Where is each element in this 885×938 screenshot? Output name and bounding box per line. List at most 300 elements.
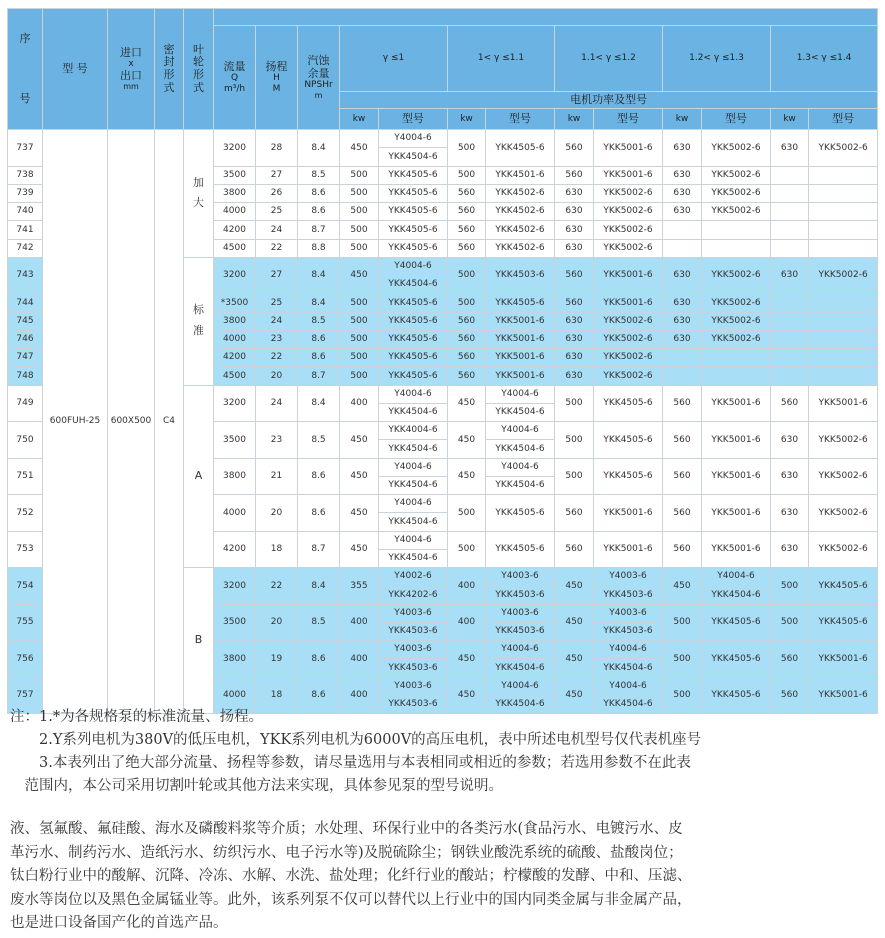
flow-cell: 4000 xyxy=(214,330,256,348)
header-seal: 密封形式 xyxy=(155,9,184,130)
motor-model-cell: YKK4503-6 xyxy=(486,622,555,640)
motor-kw-cell: 500 xyxy=(663,641,702,678)
motor-model-cell: YKK4502-6 xyxy=(486,239,555,257)
motor-model-cell: YKK5001-6 xyxy=(594,257,663,294)
motor-model-cell: YKK4503-6 xyxy=(379,659,448,677)
table-notes xyxy=(10,706,701,798)
motor-kw-cell: 630 xyxy=(771,422,809,459)
npsh-cell: 8.5 xyxy=(298,422,340,459)
flow-cell: 3500 xyxy=(214,422,256,459)
motor-model-cell: YKK4505-6 xyxy=(594,458,663,495)
header-top-band xyxy=(214,9,878,26)
motor-kw-cell: 450 xyxy=(448,677,486,714)
motor-kw-cell: 630 xyxy=(555,203,594,221)
motor-kw-cell: 500 xyxy=(340,166,379,184)
motor-model-cell: YKK5001-6 xyxy=(809,677,878,714)
head-cell: 21 xyxy=(256,458,298,495)
header-type: 型号 xyxy=(702,109,771,130)
motor-kw-cell: 630 xyxy=(555,330,594,348)
motor-kw-cell: 450 xyxy=(448,458,486,495)
motor-model-cell: YKK5002-6 xyxy=(594,221,663,239)
motor-kw-cell: 450 xyxy=(555,641,594,678)
head-cell: 22 xyxy=(256,568,298,605)
flow-cell: 3800 xyxy=(214,458,256,495)
head-cell: 27 xyxy=(256,257,298,294)
motor-kw-cell: 450 xyxy=(555,677,594,714)
motor-kw-cell: 500 xyxy=(448,257,486,294)
flow-cell: 4000 xyxy=(214,495,256,532)
motor-kw-cell: 500 xyxy=(448,130,486,167)
table-header xyxy=(8,9,878,130)
impeller-cell: A xyxy=(184,385,214,568)
motor-kw-cell: 560 xyxy=(448,367,486,385)
header-gamma-2: 1< γ ≤1.1 xyxy=(448,26,555,92)
motor-kw-cell: 560 xyxy=(771,385,809,422)
impeller-cell: 加 大 xyxy=(184,130,214,258)
motor-kw-cell: 560 xyxy=(663,385,702,422)
motor-model-cell xyxy=(809,221,878,239)
row-number: 743 xyxy=(8,257,43,294)
motor-model-cell: YKK5001-6 xyxy=(702,385,771,422)
motor-model-cell: YKK4202-6 xyxy=(379,586,448,604)
motor-model-cell: YKK4504-6 xyxy=(486,403,555,421)
npsh-cell: 8.6 xyxy=(298,184,340,202)
motor-model-cell: YKK4505-6 xyxy=(809,568,878,605)
motor-model-cell: YKK4505-6 xyxy=(379,221,448,239)
flow-cell: 4000 xyxy=(214,677,256,714)
flow-cell: 4200 xyxy=(214,349,256,367)
motor-kw-cell: 450 xyxy=(663,568,702,605)
head-cell: 27 xyxy=(256,166,298,184)
motor-model-cell xyxy=(809,184,878,202)
flow-cell: 3200 xyxy=(214,568,256,605)
motor-kw-cell: 500 xyxy=(555,458,594,495)
npsh-cell: 8.4 xyxy=(298,385,340,422)
motor-kw-cell: 560 xyxy=(448,221,486,239)
motor-kw-cell: 630 xyxy=(663,166,702,184)
motor-kw-cell: 450 xyxy=(340,495,379,532)
motor-model-cell xyxy=(809,294,878,312)
header-motor-title: 电机功率及型号 xyxy=(340,92,878,109)
motor-model-cell: YKK4504-6 xyxy=(594,695,663,713)
npsh-cell: 8.7 xyxy=(298,367,340,385)
motor-model-cell: YKK4504-6 xyxy=(486,440,555,458)
motor-model-cell xyxy=(809,367,878,385)
motor-kw-cell: 560 xyxy=(555,257,594,294)
motor-model-cell: YKK5001-6 xyxy=(486,367,555,385)
motor-kw-cell: 500 xyxy=(340,312,379,330)
motor-model-cell: YKK4505-6 xyxy=(379,239,448,257)
header-kw: kw xyxy=(663,109,702,130)
motor-kw-cell: 450 xyxy=(555,604,594,641)
motor-model-cell: Y4003-6 xyxy=(379,641,448,659)
motor-kw-cell: 500 xyxy=(771,568,809,605)
motor-kw-cell: 630 xyxy=(555,367,594,385)
header-gamma-5: 1.3< γ ≤1.4 xyxy=(771,26,878,92)
head-cell: 20 xyxy=(256,367,298,385)
flow-cell: 3800 xyxy=(214,641,256,678)
motor-kw-cell: 400 xyxy=(340,385,379,422)
motor-model-cell: YKK4504-6 xyxy=(486,659,555,677)
motor-kw-cell: 500 xyxy=(448,495,486,532)
flow-cell: 4500 xyxy=(214,367,256,385)
motor-model-cell: YKK5002-6 xyxy=(702,330,771,348)
motor-kw-cell: 500 xyxy=(340,221,379,239)
motor-kw-cell xyxy=(771,239,809,257)
header-gamma-3: 1.1< γ ≤1.2 xyxy=(555,26,663,92)
motor-kw-cell: 500 xyxy=(448,166,486,184)
motor-model-cell xyxy=(702,221,771,239)
motor-model-cell: YKK5002-6 xyxy=(594,184,663,202)
head-cell: 23 xyxy=(256,330,298,348)
motor-kw-cell: 630 xyxy=(663,184,702,202)
motor-model-cell: YKK5002-6 xyxy=(594,349,663,367)
motor-model-cell: Y4003-6 xyxy=(594,568,663,586)
flow-cell: *3500 xyxy=(214,294,256,312)
motor-kw-cell: 630 xyxy=(663,312,702,330)
head-cell: 18 xyxy=(256,531,298,568)
motor-model-cell: YKK5002-6 xyxy=(809,495,878,532)
motor-kw-cell xyxy=(663,221,702,239)
impeller-cell: B xyxy=(184,568,214,714)
header-kw: kw xyxy=(448,109,486,130)
motor-kw-cell: 560 xyxy=(555,166,594,184)
motor-model-cell: YKK4503-6 xyxy=(379,622,448,640)
motor-kw-cell: 400 xyxy=(448,604,486,641)
motor-model-cell xyxy=(702,367,771,385)
motor-kw-cell: 560 xyxy=(555,495,594,532)
motor-kw-cell: 500 xyxy=(555,385,594,422)
npsh-cell: 8.6 xyxy=(298,641,340,678)
motor-kw-cell: 355 xyxy=(340,568,379,605)
motor-model-cell: YKK4504-6 xyxy=(379,476,448,494)
motor-model-cell: YKK5001-6 xyxy=(809,641,878,678)
npsh-cell: 8.4 xyxy=(298,130,340,167)
motor-model-cell: YKK4505-6 xyxy=(486,294,555,312)
motor-model-cell: YKK4505-6 xyxy=(379,349,448,367)
motor-kw-cell: 560 xyxy=(663,458,702,495)
motor-model-cell: YKK5001-6 xyxy=(702,422,771,459)
motor-model-cell: YKK4501-6 xyxy=(486,166,555,184)
motor-model-cell: YKK4505-6 xyxy=(379,184,448,202)
npsh-cell: 8.5 xyxy=(298,166,340,184)
motor-model-cell: YKK4504-6 xyxy=(594,659,663,677)
motor-kw-cell xyxy=(663,349,702,367)
motor-kw-cell: 450 xyxy=(340,531,379,568)
motor-kw-cell: 500 xyxy=(340,239,379,257)
motor-model-cell: YKK4504-6 xyxy=(486,476,555,494)
motor-kw-cell: 450 xyxy=(340,458,379,495)
motor-model-cell: Y4004-6 xyxy=(486,641,555,659)
motor-model-cell xyxy=(809,239,878,257)
motor-model-cell: YKK5002-6 xyxy=(702,184,771,202)
motor-model-cell: YKK4503-6 xyxy=(486,586,555,604)
motor-model-cell: YKK4505-6 xyxy=(594,422,663,459)
motor-kw-cell xyxy=(771,203,809,221)
npsh-cell: 8.7 xyxy=(298,531,340,568)
header-gamma-1: γ ≤1 xyxy=(340,26,448,92)
flow-cell: 4200 xyxy=(214,531,256,568)
motor-model-cell: YKK5001-6 xyxy=(486,330,555,348)
row-number: 753 xyxy=(8,531,43,568)
motor-model-cell: YKK4503-6 xyxy=(594,586,663,604)
motor-kw-cell: 500 xyxy=(340,367,379,385)
header-model: 型 号 xyxy=(43,9,108,130)
row-number: 746 xyxy=(8,330,43,348)
model-cell: 600FUH-25 xyxy=(43,130,108,714)
motor-kw-cell: 500 xyxy=(340,330,379,348)
motor-model-cell: Y4004-6 xyxy=(379,531,448,549)
motor-model-cell: YKK4505-6 xyxy=(594,385,663,422)
head-cell: 19 xyxy=(256,641,298,678)
flow-cell: 3800 xyxy=(214,184,256,202)
flow-cell: 3800 xyxy=(214,312,256,330)
motor-kw-cell: 560 xyxy=(771,677,809,714)
header-kw: kw xyxy=(340,109,379,130)
motor-kw-cell: 630 xyxy=(555,239,594,257)
row-number: 752 xyxy=(8,495,43,532)
motor-model-cell: YKK5002-6 xyxy=(702,257,771,294)
motor-model-cell: YKK5002-6 xyxy=(702,166,771,184)
motor-model-cell xyxy=(809,166,878,184)
head-cell: 20 xyxy=(256,604,298,641)
motor-model-cell: YKK4004-6 xyxy=(379,422,448,440)
row-number: 757 xyxy=(8,677,43,714)
motor-model-cell: YKK4502-6 xyxy=(486,221,555,239)
motor-model-cell xyxy=(702,349,771,367)
flow-cell: 3200 xyxy=(214,257,256,294)
motor-model-cell: YKK4505-6 xyxy=(702,641,771,678)
motor-model-cell: YKK5001-6 xyxy=(486,349,555,367)
row-number: 755 xyxy=(8,604,43,641)
row-number: 738 xyxy=(8,166,43,184)
note-3: 3.本表列出了绝大部分流量、扬程等参数，请尽量选用与本表相同或相近的参数；若选用参数不在此表 xyxy=(10,755,691,771)
motor-kw-cell: 630 xyxy=(771,495,809,532)
motor-kw-cell: 500 xyxy=(340,349,379,367)
header-kw: kw xyxy=(555,109,594,130)
motor-kw-cell: 630 xyxy=(771,531,809,568)
motor-model-cell: YKK5002-6 xyxy=(809,458,878,495)
motor-model-cell: Y4004-6 xyxy=(486,677,555,695)
flow-cell: 3500 xyxy=(214,166,256,184)
header-gamma-4: 1.2< γ ≤1.3 xyxy=(663,26,771,92)
motor-model-cell: YKK4505-6 xyxy=(486,531,555,568)
motor-kw-cell: 500 xyxy=(663,604,702,641)
motor-model-cell: YKK5001-6 xyxy=(809,385,878,422)
motor-model-cell: Y4004-6 xyxy=(486,458,555,476)
header-inlet-outlet: 进口 x 出口 mm xyxy=(108,9,155,130)
header-type: 型号 xyxy=(486,109,555,130)
npsh-cell: 8.7 xyxy=(298,221,340,239)
header-type: 型号 xyxy=(594,109,663,130)
npsh-cell: 8.4 xyxy=(298,257,340,294)
row-number: 739 xyxy=(8,184,43,202)
paragraph-line: 废水等岗位以及黑色金属锰业等。此外，该系列泵不仅可以替代以上行业中的国内同类金属与非金属产品， xyxy=(10,891,692,908)
paragraph-line: 革污水、制药污水、造纸污水、纺织污水、电子污水等)及脱硫除尘；钢铁业酸洗系统的硫酸、盐酸岗位； xyxy=(10,844,683,861)
motor-model-cell: Y4003-6 xyxy=(486,568,555,586)
npsh-cell: 8.4 xyxy=(298,294,340,312)
head-cell: 24 xyxy=(256,221,298,239)
motor-kw-cell: 630 xyxy=(663,203,702,221)
motor-kw-cell: 630 xyxy=(663,294,702,312)
header-type: 型号 xyxy=(379,109,448,130)
motor-kw-cell xyxy=(771,184,809,202)
motor-model-cell: YKK5001-6 xyxy=(702,458,771,495)
motor-kw-cell: 560 xyxy=(448,203,486,221)
row-number: 748 xyxy=(8,367,43,385)
motor-kw-cell: 450 xyxy=(340,257,379,294)
head-cell: 26 xyxy=(256,184,298,202)
motor-kw-cell: 560 xyxy=(448,239,486,257)
motor-model-cell: Y4004-6 xyxy=(379,385,448,403)
head-cell: 25 xyxy=(256,203,298,221)
motor-model-cell: YKK4505-6 xyxy=(379,330,448,348)
flow-cell: 3200 xyxy=(214,130,256,167)
motor-model-cell: Y4002-6 xyxy=(379,568,448,586)
header-flow: 流量 Q m³/h xyxy=(214,26,256,130)
flow-cell: 3500 xyxy=(214,604,256,641)
motor-kw-cell xyxy=(771,367,809,385)
motor-kw-cell: 400 xyxy=(448,568,486,605)
motor-kw-cell: 450 xyxy=(448,385,486,422)
motor-model-cell xyxy=(809,203,878,221)
head-cell: 24 xyxy=(256,312,298,330)
head-cell: 18 xyxy=(256,677,298,714)
motor-kw-cell xyxy=(663,239,702,257)
motor-model-cell: YKK5002-6 xyxy=(809,422,878,459)
motor-model-cell: YKK4505-6 xyxy=(702,604,771,641)
motor-model-cell: YKK4505-6 xyxy=(486,495,555,532)
motor-model-cell: Y4003-6 xyxy=(594,604,663,622)
motor-model-cell: YKK5002-6 xyxy=(809,531,878,568)
motor-model-cell: YKK5001-6 xyxy=(594,495,663,532)
header-type: 型号 xyxy=(809,109,878,130)
motor-model-cell: YKK4505-6 xyxy=(379,367,448,385)
motor-kw-cell: 630 xyxy=(555,184,594,202)
motor-kw-cell: 560 xyxy=(663,531,702,568)
motor-model-cell: Y4004-6 xyxy=(594,641,663,659)
motor-model-cell xyxy=(809,349,878,367)
motor-model-cell: YKK5002-6 xyxy=(702,312,771,330)
flow-cell: 4200 xyxy=(214,221,256,239)
motor-kw-cell: 630 xyxy=(555,349,594,367)
motor-model-cell: YKK4502-6 xyxy=(486,203,555,221)
motor-kw-cell: 400 xyxy=(340,641,379,678)
motor-kw-cell: 560 xyxy=(555,130,594,167)
motor-kw-cell: 500 xyxy=(340,203,379,221)
flow-cell: 4000 xyxy=(214,203,256,221)
motor-kw-cell: 500 xyxy=(555,422,594,459)
motor-model-cell: YKK5002-6 xyxy=(594,203,663,221)
motor-model-cell: YKK4504-6 xyxy=(379,440,448,458)
motor-kw-cell: 560 xyxy=(663,422,702,459)
motor-model-cell: Y4004-6 xyxy=(486,422,555,440)
motor-model-cell: YKK5002-6 xyxy=(809,130,878,167)
motor-model-cell: Y4004-6 xyxy=(379,257,448,275)
motor-kw-cell: 500 xyxy=(448,294,486,312)
motor-model-cell: YKK5002-6 xyxy=(702,294,771,312)
flow-cell: 3200 xyxy=(214,385,256,422)
motor-model-cell: Y4004-6 xyxy=(379,495,448,513)
motor-kw-cell: 450 xyxy=(448,422,486,459)
motor-kw-cell xyxy=(663,367,702,385)
motor-kw-cell: 630 xyxy=(771,257,809,294)
motor-kw-cell: 560 xyxy=(448,312,486,330)
motor-kw-cell: 560 xyxy=(448,349,486,367)
npsh-cell: 8.6 xyxy=(298,458,340,495)
motor-model-cell: YKK4505-6 xyxy=(486,130,555,167)
motor-model-cell: YKK4503-6 xyxy=(594,622,663,640)
motor-model-cell: YKK4503-6 xyxy=(379,695,448,713)
head-cell: 23 xyxy=(256,422,298,459)
head-cell: 25 xyxy=(256,294,298,312)
head-cell: 20 xyxy=(256,495,298,532)
motor-kw-cell: 500 xyxy=(340,294,379,312)
head-cell: 22 xyxy=(256,349,298,367)
note-3-cont: 范围内，本公司采用切割叶轮或其他方法来实现，具体参见泵的型号说明。 xyxy=(10,778,503,794)
table-body xyxy=(8,130,878,714)
note-1: 注：1.*为各规格泵的标准流量、扬程。 xyxy=(10,709,264,725)
motor-model-cell: YKK4502-6 xyxy=(486,184,555,202)
motor-kw-cell: 450 xyxy=(340,130,379,167)
motor-model-cell: YKK4505-6 xyxy=(379,203,448,221)
motor-model-cell: YKK4505-6 xyxy=(379,294,448,312)
motor-model-cell: YKK5002-6 xyxy=(702,130,771,167)
motor-model-cell: YKK5001-6 xyxy=(702,531,771,568)
paragraph-line: 钛白粉行业中的酸解、沉降、冷冻、水解、水洗、盐处理；化纤行业的酸站；柠檬酸的发酵、中和、压滤、 xyxy=(10,868,692,884)
motor-model-cell: YKK4505-6 xyxy=(809,604,878,641)
inlet-outlet-cell: 600X500 xyxy=(108,130,155,714)
motor-model-cell: YKK4505-6 xyxy=(379,312,448,330)
flow-cell: 4500 xyxy=(214,239,256,257)
row-number: 745 xyxy=(8,312,43,330)
motor-kw-cell: 560 xyxy=(771,641,809,678)
motor-model-cell: YKK4505-6 xyxy=(379,166,448,184)
motor-model-cell: Y4004-6 xyxy=(379,458,448,476)
motor-model-cell: Y4004-6 xyxy=(594,677,663,695)
row-number: 749 xyxy=(8,385,43,422)
header-seq: 序号 xyxy=(8,9,43,130)
pump-spec-table xyxy=(7,8,878,714)
motor-model-cell: Y4003-6 xyxy=(486,604,555,622)
motor-model-cell: YKK5001-6 xyxy=(594,166,663,184)
motor-kw-cell xyxy=(771,294,809,312)
row-number: 754 xyxy=(8,568,43,605)
table-row xyxy=(8,130,878,148)
motor-kw-cell xyxy=(771,221,809,239)
row-number: 742 xyxy=(8,239,43,257)
paragraph-line: 也是进口设备国产化的首选产品。 xyxy=(10,915,228,931)
motor-model-cell: YKK5002-6 xyxy=(702,203,771,221)
motor-model-cell: Y4003-6 xyxy=(379,677,448,695)
npsh-cell: 8.6 xyxy=(298,495,340,532)
row-number: 741 xyxy=(8,221,43,239)
head-cell: 28 xyxy=(256,130,298,167)
application-paragraph xyxy=(10,818,692,936)
motor-kw-cell: 400 xyxy=(340,604,379,641)
motor-model-cell xyxy=(702,239,771,257)
motor-model-cell: YKK5001-6 xyxy=(594,531,663,568)
motor-kw-cell xyxy=(771,349,809,367)
motor-kw-cell: 400 xyxy=(340,677,379,714)
motor-kw-cell: 560 xyxy=(663,495,702,532)
motor-kw-cell: 500 xyxy=(771,604,809,641)
motor-model-cell: YKK4504-6 xyxy=(379,148,448,166)
motor-model-cell: YKK4504-6 xyxy=(379,276,448,294)
motor-model-cell xyxy=(809,312,878,330)
motor-kw-cell: 630 xyxy=(663,330,702,348)
npsh-cell: 8.6 xyxy=(298,677,340,714)
